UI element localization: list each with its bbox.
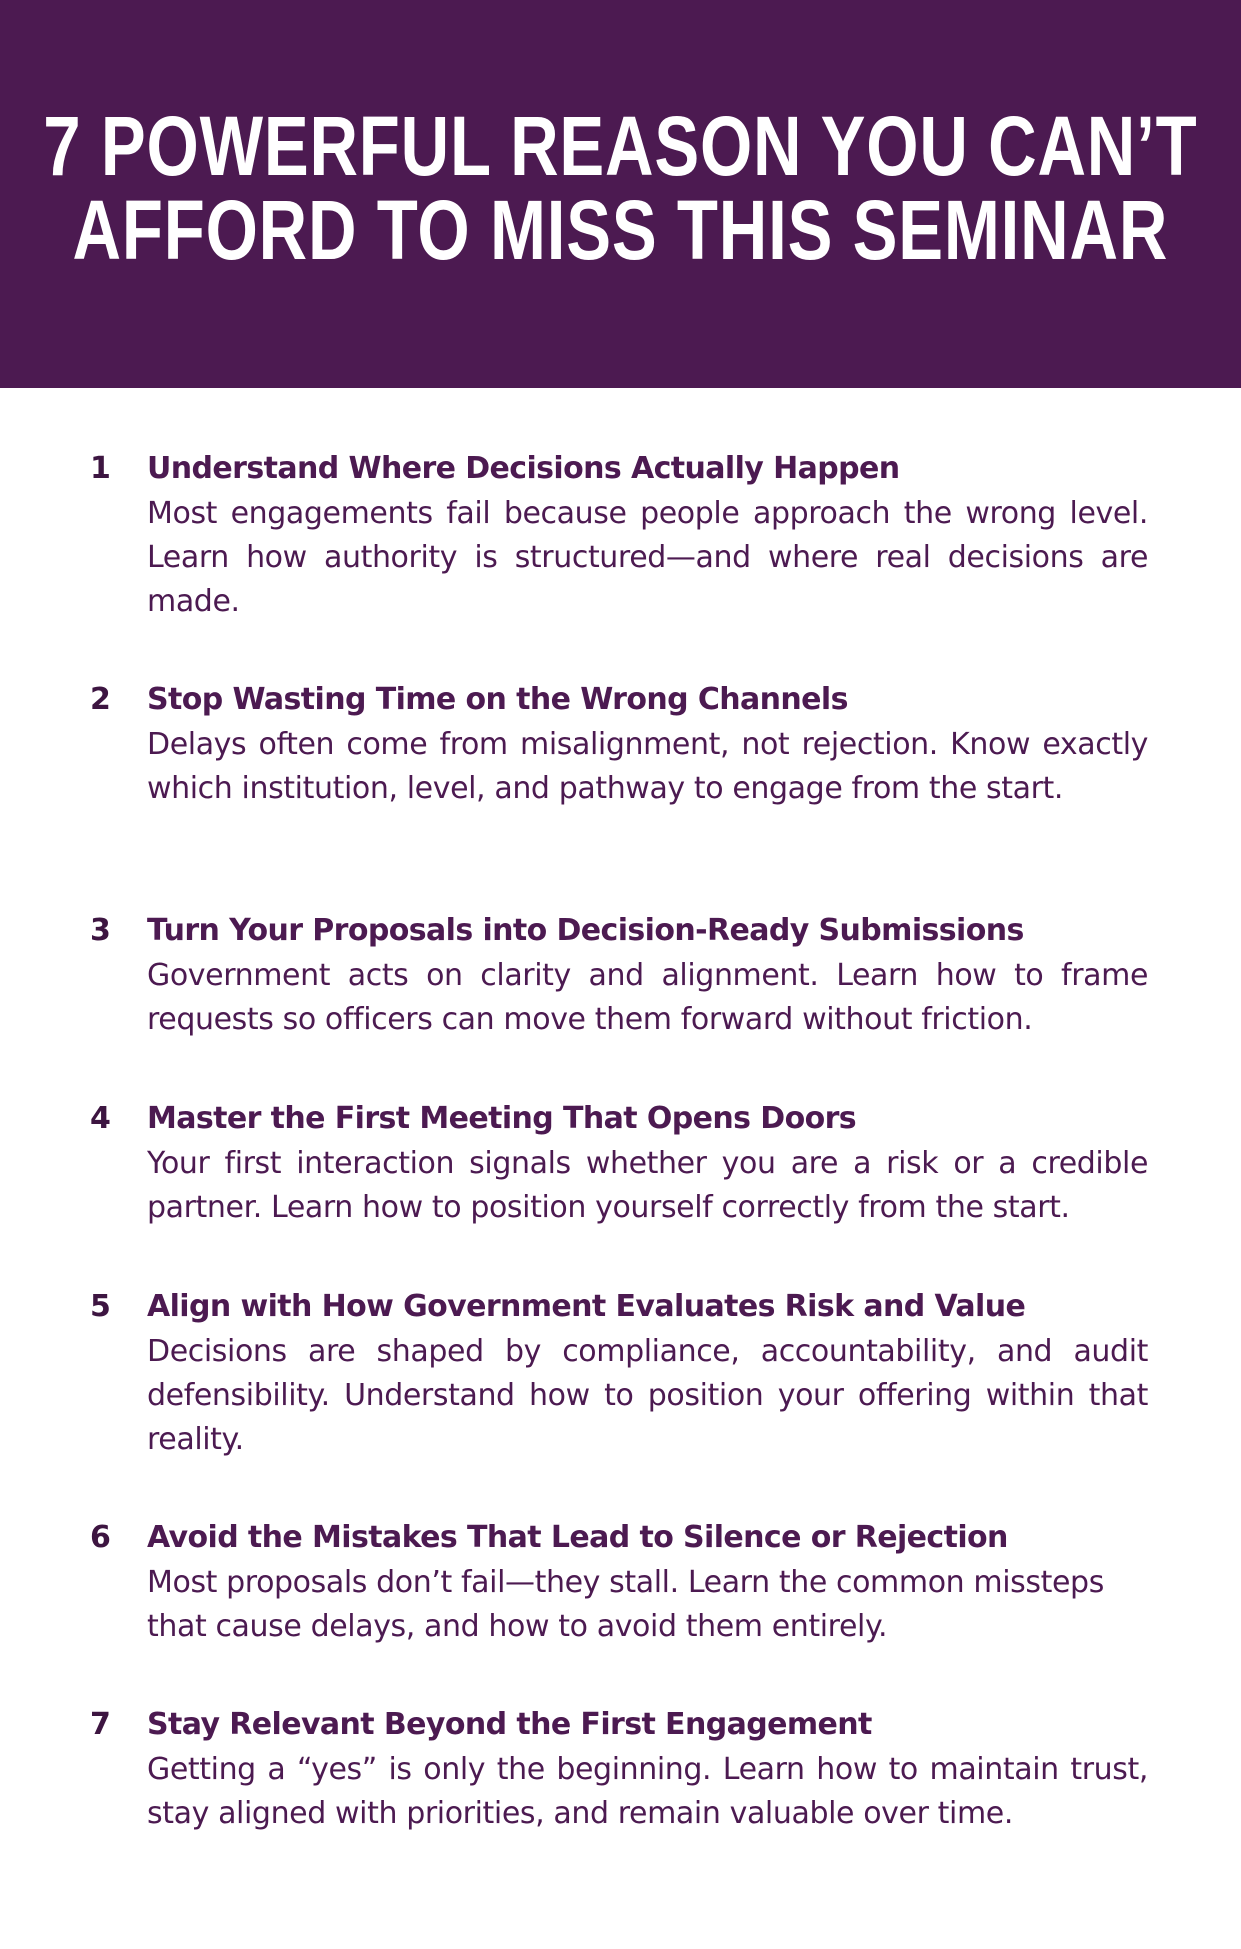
reason-number: 4 [90,1101,111,1136]
reason-number: 6 [90,1520,111,1555]
reason-description: Your first interaction signals whether you are a risk or a credible partner. Learn how to position yourself correctly from the start. [147,1146,1148,1225]
reason-number: 7 [90,1707,111,1742]
reason-title: Turn Your Proposals into Decision-Ready Submissions [147,913,1024,948]
reason-title: Stop Wasting Time on the Wrong Channels [147,682,848,717]
reason-description: Decisions are shaped by compliance, accountability, and audit defensibility. Understand how to position your offering within that reality. [147,1334,1148,1457]
reason-title: Understand Where Decisions Actually Happen [147,451,900,486]
reason-title: Master the First Meeting That Opens Doors [147,1101,857,1136]
reason-number: 1 [90,451,111,486]
reason-title: Align with How Government Evaluates Risk and Value [147,1289,1026,1324]
page-title-line-2: AFFORD TO MISS THIS SEMINAR [72,183,1169,277]
reason-description: Most engagements fail because people approach the wrong level. Learn how authority is structured—and where real decisions are made. [147,496,1148,619]
reason-number: 2 [90,682,111,717]
reason-description: Most proposals don’t fail—they stall. Learn the common missteps that cause delays, and how to avoid them entirely. [147,1565,1104,1644]
reason-number: 3 [90,913,111,948]
reason-description: Delays often come from misalignment, not rejection. Know exactly which institution, level, and pathway to engage from the start. [147,727,1148,806]
reason-description: Getting a “yes” is only the beginning. Learn how to maintain trust, stay aligned with priorities, and remain valuable over time. [147,1752,1148,1831]
reason-title: Stay Relevant Beyond the First Engagement [147,1707,872,1742]
reason-title: Avoid the Mistakes That Lead to Silence or Rejection [147,1520,1008,1555]
reason-number: 5 [90,1289,111,1324]
page-title-line-1: 7 POWERFUL REASON YOU CAN’T [43,99,1198,193]
reason-description: Government acts on clarity and alignment. Learn how to frame requests so officers can move them forward without friction. [147,958,1148,1037]
